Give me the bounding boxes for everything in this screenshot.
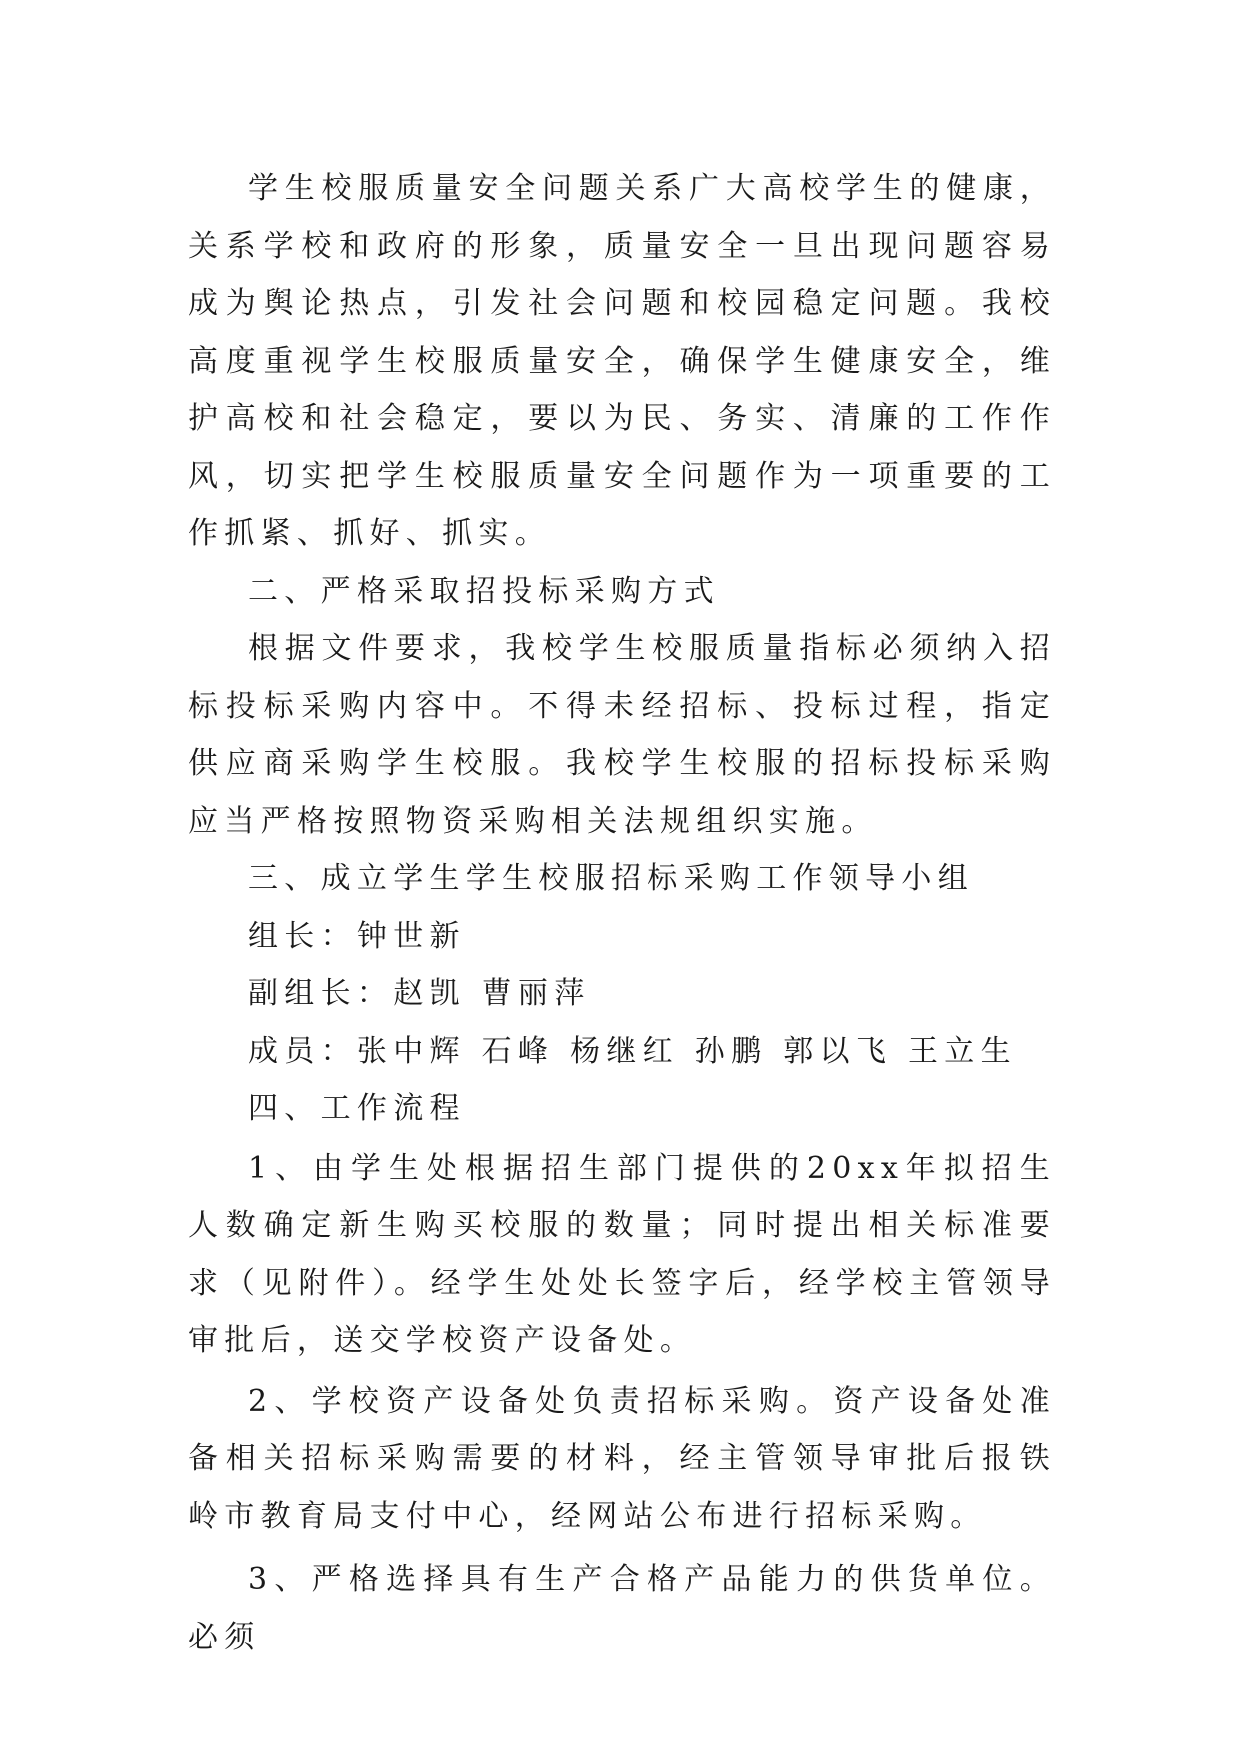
heading-workflow: 四、工作流程 — [248, 1091, 466, 1126]
paragraph-quality-safety: 学生校服质量安全问题关系广大高校学生的健康，关系学校和政府的形象，质量安全一旦出现问题容易成为舆论热点，引发社会问题和校园稳定问题。我校高度重视学生校服质量安全，确保学生健康安全，维护高校和社会稳定，要以为民、务实、清廉的工作作风，切实把学生校服质量安全问题作为一项重要的工作抓紧、抓好、抓实。 — [188, 171, 1056, 551]
workflow-step-3: 3、严格选择具有生产合格产品能力的供货单位。必须 — [188, 1562, 1056, 1655]
group-members: 成员：张中辉 石峰 杨继红 孙鹏 郭以飞 王立生 — [248, 1033, 1017, 1069]
heading-bidding-method: 二、严格采取招投标采购方式 — [248, 573, 720, 609]
group-leader: 组长：钟世新 — [248, 918, 466, 954]
heading-leadership-group: 三、成立学生学生校服招标采购工作领导小组 — [248, 861, 974, 896]
deputy-group-leaders: 副组长：赵凯 曹丽萍 — [248, 976, 591, 1011]
document-page — [188, 160, 1056, 1666]
paragraph-bidding-requirements: 根据文件要求，我校学生校服质量指标必须纳入招标投标采购内容中。不得未经招标、投标过程，指定供应商采购学生校服。我校学生校服的招标投标采购应当严格按照物资采购相关法规组织实施。 — [188, 631, 1056, 839]
workflow-step-2: 2、学校资产设备处负责招标采购。资产设备处准备相关招标采购需要的材料，经主管领导审批后报铁岭市教育局支付中心，经网站公布进行招标采购。 — [188, 1383, 1056, 1534]
workflow-step-1: 1、由学生处根据招生部门提供的20xx年拟招生人数确定新生购买校服的数量；同时提出相关标准要求（见附件）。经学生处处长签字后，经学校主管领导审批后，送交学校资产设备处。 — [188, 1150, 1056, 1358]
